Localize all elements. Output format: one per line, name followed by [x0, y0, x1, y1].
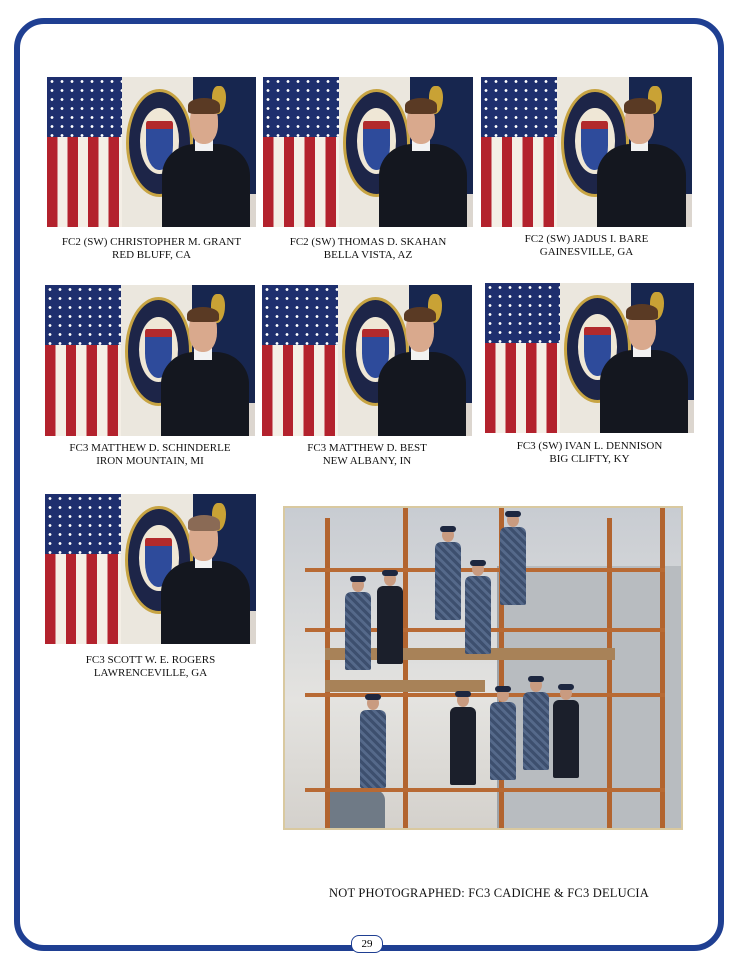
us-flag [481, 77, 561, 227]
portrait-photo [481, 77, 692, 227]
not-photographed-note: NOT PHOTOGRAPHED: FC3 CADICHE & FC3 DELUCIA [329, 886, 649, 900]
portrait-caption [45, 442, 255, 468]
sailor-figure [379, 101, 467, 227]
portrait-hometown: IRON MOUNTAIN, MI [96, 455, 204, 467]
sailor-figure [345, 578, 371, 670]
portrait-photo [45, 494, 256, 644]
us-flag [45, 285, 125, 436]
sailor-figure [377, 572, 403, 664]
sailor-figure [500, 513, 526, 605]
group-scaffold-photo [283, 506, 683, 830]
portrait-hometown: RED BLUFF, CA [112, 249, 191, 261]
page-number: 29 [351, 935, 383, 953]
portrait-photo [485, 283, 694, 433]
sailor-figure [378, 309, 466, 436]
portrait-name: FC2 (SW) JADUS I. BARE [524, 233, 649, 245]
us-flag [47, 77, 126, 227]
portrait-photo [262, 285, 472, 436]
sailor-figure [465, 562, 491, 654]
portrait-photo [45, 285, 255, 436]
portrait-name: FC3 SCOTT W. E. ROGERS [85, 654, 216, 666]
portrait-hometown: BIG CLIFTY, KY [549, 453, 630, 465]
sailor-figure [162, 101, 250, 227]
portrait-hometown: LAWRENCEVILLE, GA [93, 667, 208, 679]
portrait-caption [47, 236, 256, 262]
sailor-figure [600, 307, 688, 433]
sailor-figure [161, 309, 249, 436]
sailor-figure [450, 693, 476, 785]
sailor-figure [435, 528, 461, 620]
portrait-hometown: GAINESVILLE, GA [539, 246, 634, 258]
portrait-caption [45, 654, 256, 680]
portrait-name: FC3 MATTHEW D. SCHINDERLE [69, 442, 231, 454]
portrait-photo [47, 77, 256, 227]
portrait-photo [263, 77, 473, 227]
portrait-caption [262, 442, 472, 468]
portrait-name: FC2 (SW) THOMAS D. SKAHAN [289, 236, 447, 248]
portrait-name: FC3 MATTHEW D. BEST [307, 442, 427, 454]
sailor-figure [360, 696, 386, 788]
us-flag [45, 494, 125, 644]
sailor-figure [553, 686, 579, 778]
sailor-figure [523, 678, 549, 770]
portrait-hometown: BELLA VISTA, AZ [323, 249, 413, 261]
us-flag [263, 77, 343, 227]
portrait-name: FC3 (SW) IVAN L. DENNISON [516, 440, 663, 452]
us-flag [262, 285, 342, 436]
portrait-name: FC2 (SW) CHRISTOPHER M. GRANT [61, 236, 242, 248]
portrait-caption [485, 440, 694, 466]
sailor-figure [490, 688, 516, 780]
portrait-hometown: NEW ALBANY, IN [322, 455, 412, 467]
sailor-figure [161, 518, 250, 644]
portrait-caption [481, 233, 692, 259]
bollard [325, 790, 385, 828]
portrait-caption [263, 236, 473, 262]
us-flag [485, 283, 564, 433]
sailor-figure [597, 101, 686, 227]
